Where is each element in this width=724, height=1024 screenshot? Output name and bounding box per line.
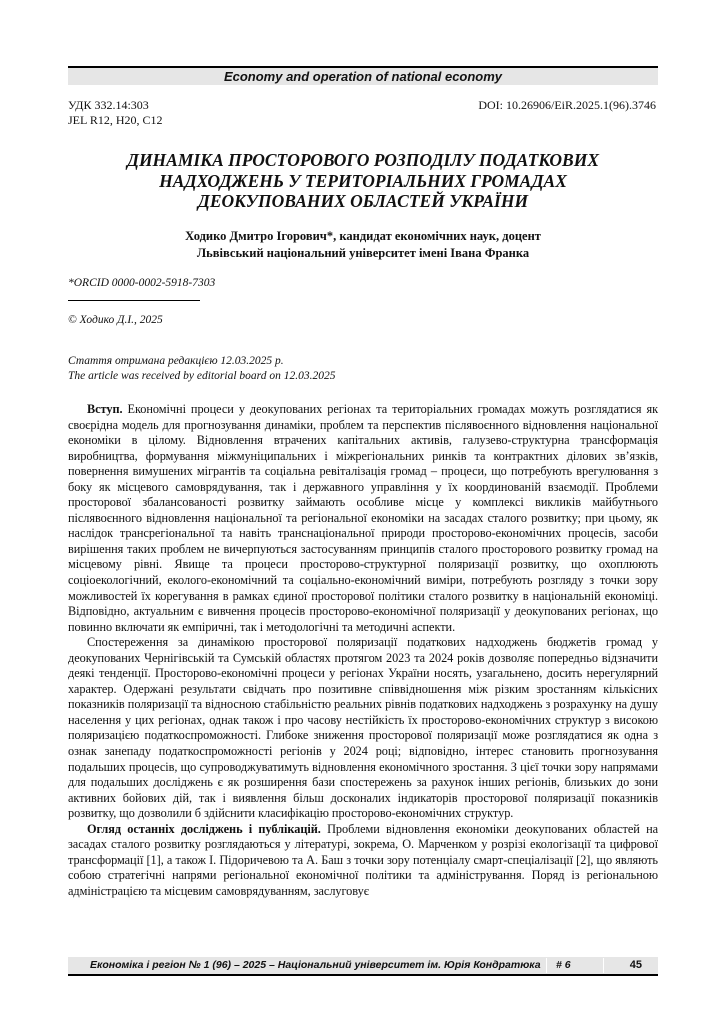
page-footer [68, 957, 658, 976]
journal-section-title: Economy and operation of national economy [223, 69, 503, 84]
title-line: ДЕОКУПОВАНИХ ОБЛАСТЕЙ УКРАЇНИ [197, 191, 529, 211]
paragraph [68, 822, 658, 900]
section-lead: Огляд останніх досліджень і публікацій. [87, 821, 321, 836]
journal-section-header [68, 66, 658, 85]
title-line: ДИНАМІКА ПРОСТОРОВОГО РОЗПОДІЛУ ПОДАТКОВИХ [126, 150, 600, 170]
page-number: 45 [629, 959, 642, 971]
classification-codes [68, 98, 163, 128]
jel-code: JEL R12, H20, C12 [68, 113, 163, 127]
received-en: The article was received by editorial board on 12.03.2025 [68, 369, 336, 382]
paragraph-text: Економічні процеси у деокупованих регіонах та територіальних громадах можуть розглядатися як своєрідна модель для прогнозування динаміки, проблем та перспектив післявоєнного відновлення національної економіки в цілому. Відновлення втрачених капітальних активів, галузево-структурна трансформація виробництва, формування міжмуніципальних і міжрегіональних ринків та контрактних ділових зв’язків, повернення вимушених мігрантів та соціальна ревіталізація громад – процеси, що потребують врегулювання з боку як місцевого самоврядування, так і державного управління у їх координованій взаємодії. Проблеми просторової збалансованості розвитку займають особливе місце у комплексі викликів майбутнього післявоєнного відновлення національної та регіональної економіки на засадах сталого розвитку; при цьому, як наслідок трансрегіональної та навіть транснаціональної природи просторово-економічних процесів, засоби вирішення таких проблем не вичерпуються застосуванням принципів сталого просторового розвитку громад на місцевому рівні. Явище та процеси просторово-структурної поляризації розвитку, що охоплюють соціоекологічний, еколого-економічний та соціально-економічний виміри, потребують розгляду з точки зору можливостей їх корегування в рамках єдиної просторової політики сталого розвитку в національній економіці. Відповідно, актуальним є вивчення процесів просторово-економічної поляризації у деокупованих регіонах, що повинно включати як емпіричні, так і методологічні та методичні аспекти. [68, 402, 658, 634]
footer-journal: Економіка і регіон № 1 (96) – 2025 – Національний університет ім. Юрія Кондратюка [90, 959, 541, 971]
section-lead: Вступ. [87, 402, 123, 416]
udc-code: УДК 332.14:303 [68, 98, 149, 112]
author-name: Ходико Дмитро Ігорович*, кандидат економічних наук, доцент [185, 229, 541, 243]
article-title [68, 150, 658, 212]
author-affiliation: Львівський національний університет імені Івана Франка [196, 245, 530, 260]
received-note [68, 354, 335, 383]
received-ua: Стаття отримана редакцією 12.03.2025 р. [68, 355, 284, 367]
footer-divider [546, 958, 547, 973]
orcid: *ORCID 0000-0002-5918-7303 [68, 277, 216, 289]
article-body [68, 402, 658, 900]
title-line: НАДХОДЖЕНЬ У ТЕРИТОРІАЛЬНИХ ГРОМАДАХ [159, 170, 567, 191]
doi: DOI: 10.26906/EiR.2025.1(96).3746 [478, 98, 656, 112]
paragraph [68, 635, 658, 822]
footer-divider [603, 958, 604, 973]
paragraph-text: Проблеми відновлення економіки деокупованих областей на засадах сталого розвитку розглядаються у літературі, зокрема, О. Марченком у розрізі екологізації та цифрової трансформації [1], а також І. Підоричевою та А. Баш з точки зору потенціалу смарт-спеціалізації [2], що являють собою стратегічні напрями регіональної економічної політики та адміністрування. Поряд із регіональною адміністрацією та місцевим самоврядуванням, заслуговує [68, 821, 659, 898]
copyright: © Ходико Д.І., 2025 [68, 314, 163, 326]
divider [68, 300, 200, 301]
author-block [68, 228, 658, 261]
footer-issue: # 6 [556, 959, 571, 971]
paragraph-text: Спостереження за динамікою просторової поляризації податкових надходжень бюджетів громад у деокупованих Чернігівській та Сумській областях протягом 2023 та 2024 років дозволяє попередньо відзначити деякі тенденції. Просторово-економічні процеси у регіонах України носять, узагальнено, досить нерегулярний характер. Одержані результати свідчать про позитивне співвідношення між різким зростанням кількісних показників поляризації та відносною стабільністю реальних рівнів податкових надходжень з розрахунку на душу населення у цих регіонах, однак також і про часову нестійкість їх просторово-економічних структур з високою поляризацією податкоспроможності. Глибоке зниження просторової поляризації може розглядатися як одна з ознак занепаду податкоспроможності регіонів у 2024 році; відповідно, інтерес становить прогнозування подальших процесів, що супроводжуватимуть відновлення економічного зростання. З цієї точки зору напрямами для подальших досліджень є як розширення бази спостережень за рахунок інших регіонів, близьких до зони активних бойових дій, так і виявлення більш досконалих індикаторів просторової поляризації показників розвитку, що дозволили б здійснити класифікацію просторово-економічних структур. [68, 635, 658, 821]
paragraph [68, 402, 658, 635]
